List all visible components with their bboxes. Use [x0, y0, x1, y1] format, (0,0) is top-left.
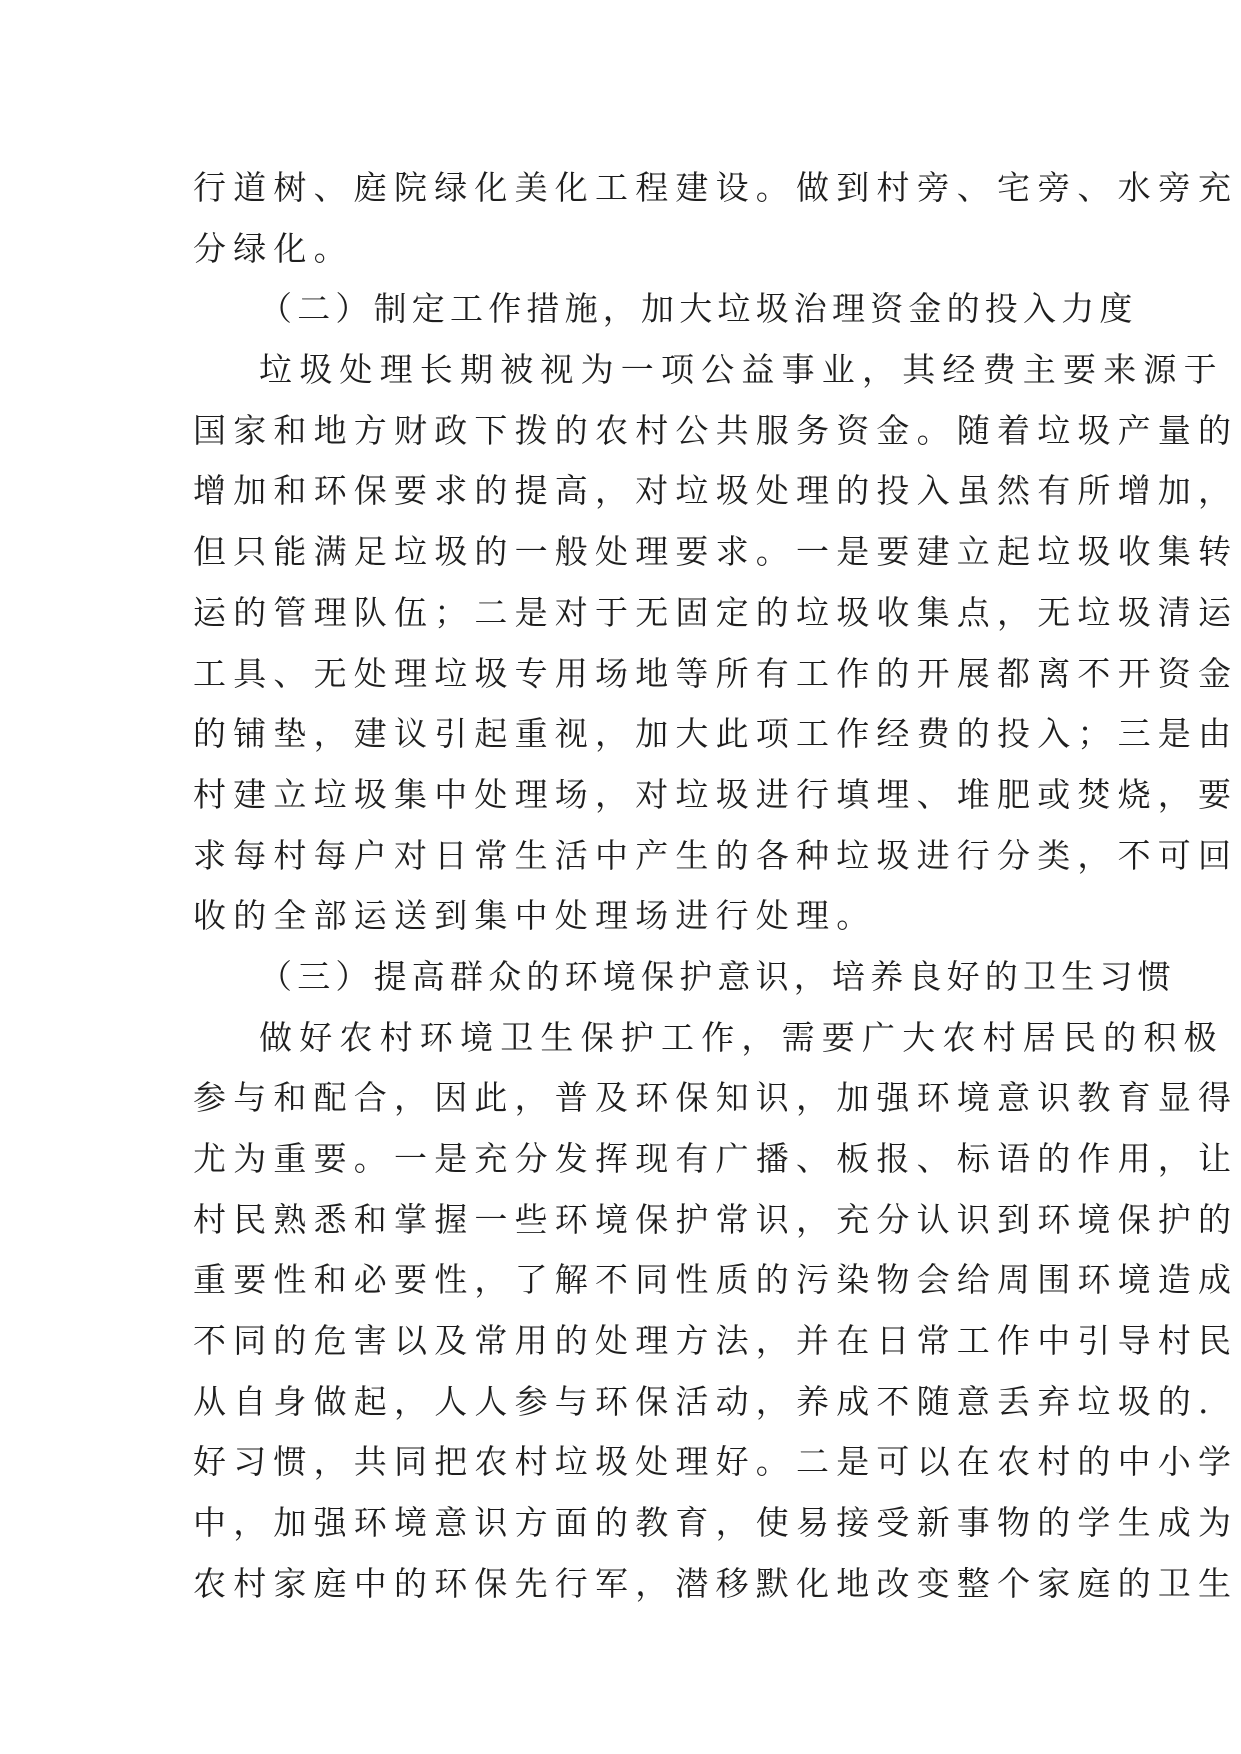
- text-line: 运的管理队伍；二是对于无固定的垃圾收集点，无垃圾清运: [193, 592, 1239, 632]
- text-line: 尤为重要。一是充分发挥现有广播、板报、标语的作用，让: [193, 1139, 1239, 1178]
- text-line: 工具、无处理垃圾专用场地等所有工作的开展都离不开资金: [193, 653, 1239, 693]
- text-line: 的铺垫，建议引起重视，加大此项工作经费的投入；三是由: [193, 714, 1239, 754]
- section-heading: （三）提高群众的环境保护意识，培养良好的卫生习惯: [259, 956, 1176, 996]
- paragraph-first-line: 垃圾处理长期被视为一项公益事业，其经费主要来源于: [259, 350, 1224, 390]
- text-line: 农村家庭中的环保先行军，潜移默化地改变整个家庭的卫生: [193, 1563, 1239, 1603]
- text-line: 国家和地方财政下拨的农村公共服务资金。随着垃圾产量的: [193, 410, 1239, 450]
- text-line: 村民熟悉和掌握一些环境保护常识，充分认识到环境保护的: [193, 1199, 1239, 1239]
- text-line: 收的全部运送到集中处理场进行处理。: [193, 896, 877, 936]
- text-line: 分绿化。: [193, 228, 354, 268]
- text-line: 中，加强环境意识方面的教育，使易接受新事物的学生成为: [193, 1503, 1239, 1543]
- text-line: 重要性和必要性，了解不同性质的污染物会给周围环境造成: [193, 1260, 1239, 1300]
- paragraph-first-line: 做好农村环境卫生保护工作，需要广大农村居民的积极: [259, 1017, 1224, 1057]
- section-heading: （二）制定工作措施，加大垃圾治理资金的投入力度: [259, 289, 1138, 329]
- text-line: 不同的危害以及常用的处理方法，并在日常工作中引导村民: [193, 1321, 1239, 1361]
- text-line: 参与和配合，因此，普及环保知识，加强环境意识教育显得: [193, 1078, 1239, 1118]
- text-line: 行道树、庭院绿化美化工程建设。做到村旁、宅旁、水旁充: [193, 168, 1239, 207]
- text-line: 增加和环保要求的提高，对垃圾处理的投入虽然有所增加，: [193, 471, 1239, 511]
- text-line: 好习惯，共同把农村垃圾处理好。二是可以在农村的中小学: [193, 1442, 1239, 1482]
- text-line: 求每村每户对日常生活中产生的各种垃圾进行分类，不可回: [193, 835, 1239, 875]
- text-line: 但只能满足垃圾的一般处理要求。一是要建立起垃圾收集转: [193, 532, 1239, 572]
- text-line: 村建立垃圾集中处理场，对垃圾进行填埋、堆肥或焚烧，要: [193, 774, 1239, 814]
- document-body: [193, 158, 1239, 1615]
- text-line: 从自身做起，人人参与环保活动，养成不随意丢弃垃圾的.: [193, 1381, 1216, 1421]
